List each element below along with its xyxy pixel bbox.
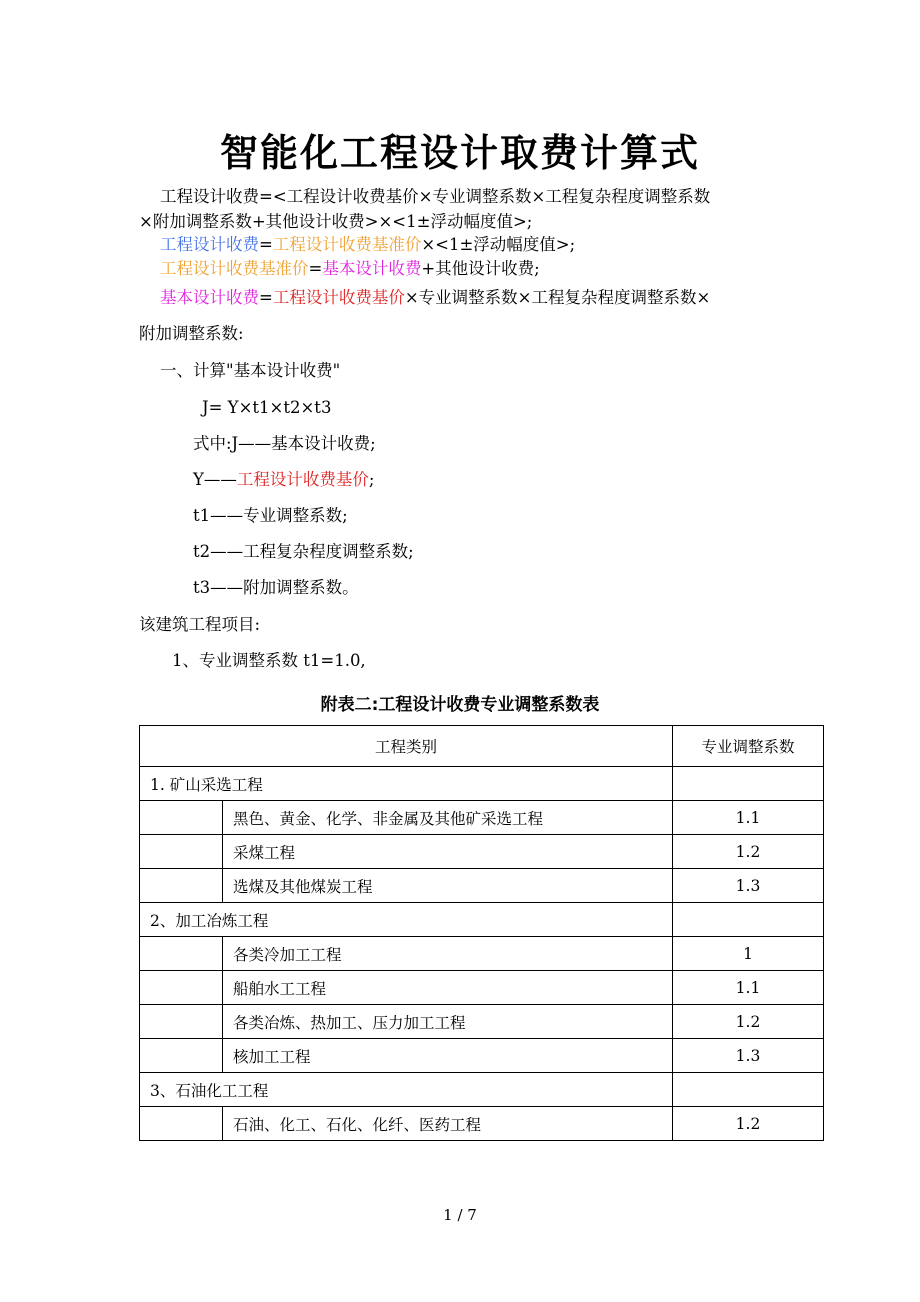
where-clause: 式中:J——基本设计收费; — [193, 434, 376, 453]
equals-sign: = — [259, 288, 273, 307]
semicolon: ; — [368, 470, 375, 489]
table-header-row — [140, 726, 824, 767]
category-cell: 黑色、黄金、化学、非金属及其他矿采选工程 — [223, 801, 673, 835]
empty-cell — [140, 1107, 223, 1141]
equals-sign: = — [259, 235, 273, 254]
coefficient-cell: 1.2 — [673, 835, 824, 869]
group-row — [140, 1073, 824, 1107]
empty-cell — [673, 903, 824, 937]
group-name: 3、石油化工工程 — [140, 1073, 673, 1107]
formula-line-4 — [160, 258, 540, 280]
coefficient-cell: 1.2 — [673, 1005, 824, 1039]
table-row — [140, 869, 824, 903]
coefficients-text: ×专业调整系数×工程复杂程度调整系数× — [404, 288, 711, 307]
basic-fee-term: 基本设计收费 — [322, 259, 422, 278]
empty-cell — [140, 971, 223, 1005]
category-cell: 各类冶炼、热加工、压力加工工程 — [223, 1005, 673, 1039]
table-row — [140, 801, 824, 835]
float-factor-text: ×<1±浮动幅度值>; — [421, 235, 576, 254]
empty-cell — [140, 869, 223, 903]
formula-line-2: ×附加调整系数+其他设计收费>×<1±浮动幅度值>; — [139, 212, 533, 231]
empty-cell — [673, 1073, 824, 1107]
table-row — [140, 937, 824, 971]
y-definition — [193, 469, 374, 491]
empty-cell — [140, 1039, 223, 1073]
formula-line-5 — [160, 287, 710, 309]
empty-cell — [140, 801, 223, 835]
category-cell: 核加工工程 — [223, 1039, 673, 1073]
formula-line-1: 工程设计收费=<工程设计收费基价×专业调整系数×工程复杂程度调整系数 — [160, 187, 711, 206]
empty-cell — [673, 767, 824, 801]
coefficient-cell: 1.1 — [673, 801, 824, 835]
category-cell: 采煤工程 — [223, 835, 673, 869]
base-price-term: 工程设计收费基价 — [272, 288, 405, 307]
project-intro: 该建筑工程项目: — [139, 615, 261, 634]
group-name: 2、加工冶炼工程 — [140, 903, 673, 937]
design-fee-term: 工程设计收费 — [160, 235, 259, 254]
empty-cell — [140, 937, 223, 971]
y-symbol: Y—— — [193, 470, 237, 489]
formula-line-3 — [160, 234, 575, 256]
page-title: 智能化工程设计取费计算式 — [219, 131, 700, 175]
table-row — [140, 1039, 824, 1073]
coefficient-cell: 1 — [673, 937, 824, 971]
t3-definition: t3——附加调整系数。 — [193, 578, 359, 597]
empty-cell — [140, 835, 223, 869]
category-cell: 选煤及其他煤炭工程 — [223, 869, 673, 903]
other-fee-text: +其他设计收费; — [421, 259, 540, 278]
t2-definition: t2——工程复杂程度调整系数; — [193, 542, 414, 561]
formula-line-6: 附加调整系数: — [139, 324, 244, 343]
group-row — [140, 903, 824, 937]
table-caption: 附表二:工程设计收费专业调整系数表 — [320, 695, 600, 715]
empty-cell — [140, 1005, 223, 1039]
table-row — [140, 835, 824, 869]
base-price-term: 工程设计收费基价 — [236, 470, 369, 489]
header-category: 工程类别 — [140, 726, 673, 767]
basic-fee-equation: J= Y×t1×t2×t3 — [202, 398, 332, 417]
basic-fee-term: 基本设计收费 — [160, 288, 259, 307]
coefficient-cell: 1.1 — [673, 971, 824, 1005]
t1-definition: t1——专业调整系数; — [193, 506, 348, 525]
page-number: 1 / 7 — [443, 1206, 477, 1224]
category-cell: 各类冷加工工程 — [223, 937, 673, 971]
equals-sign: = — [308, 259, 323, 278]
category-cell: 船舶水工工程 — [223, 971, 673, 1005]
coefficient-cell: 1.3 — [673, 869, 824, 903]
table-row — [140, 971, 824, 1005]
table-row — [140, 1005, 824, 1039]
coefficient-cell: 1.3 — [673, 1039, 824, 1073]
section-heading: 一、计算"基本设计收费" — [160, 361, 341, 380]
coefficient-table — [139, 725, 824, 1141]
category-cell: 石油、化工、石化、化纤、医药工程 — [223, 1107, 673, 1141]
project-item-1: 1、专业调整系数 t1=1.0, — [172, 651, 366, 670]
benchmark-price-term: 工程设计收费基准价 — [160, 259, 309, 278]
coefficient-cell: 1.2 — [673, 1107, 824, 1141]
header-coefficient: 专业调整系数 — [673, 726, 824, 767]
table-row — [140, 1107, 824, 1141]
group-row — [140, 767, 824, 801]
group-name: 1. 矿山采选工程 — [140, 767, 673, 801]
benchmark-price-term: 工程设计收费基准价 — [272, 235, 422, 254]
